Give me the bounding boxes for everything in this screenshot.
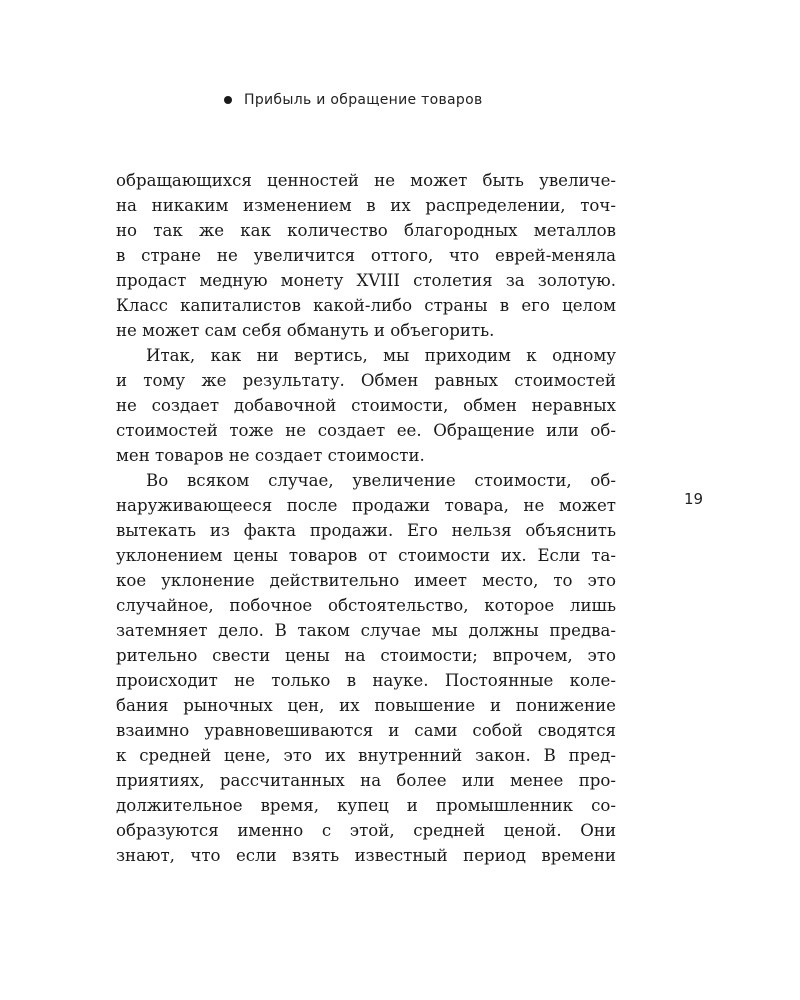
- text-line: в стране не увеличится оттого, что еврей-меняла: [116, 246, 616, 265]
- text-line: кое уклонение действительно имеет место, то это: [116, 571, 616, 590]
- text-line: взаимно уравновешиваются и сами собой сводятся: [116, 721, 616, 740]
- text-line: обращающихся ценностей не может быть увеличе-: [116, 171, 616, 190]
- text-line: не создает добавочной стоимости, обмен неравных: [116, 396, 616, 415]
- text-line: знают, что если взять известный период времени: [116, 846, 616, 865]
- paragraph: [116, 168, 616, 343]
- text-line: но так же как количество благородных металлов: [116, 221, 616, 240]
- text-line: должительное время, купец и промышленник со-: [116, 796, 616, 815]
- text-line: продаст медную монету XVIII столетия за золотую.: [116, 271, 616, 290]
- paragraph: [116, 468, 616, 868]
- text-line: к средней цене, это их внутренний закон. В пред-: [116, 746, 616, 765]
- text-line: образуются именно с этой, средней ценой. Они: [116, 821, 616, 840]
- text-line: затемняет дело. В таком случае мы должны предва-: [116, 621, 616, 640]
- text-line: случайное, побочное обстоятельство, которое лишь: [116, 596, 616, 615]
- paragraph: [116, 343, 616, 468]
- text-line: Итак, как ни вертись, мы приходим к одному: [146, 346, 616, 365]
- bullet-icon: [224, 96, 232, 104]
- text-line: приятиях, рассчитанных на более или менее про-: [116, 771, 616, 790]
- page-number: 19: [684, 490, 704, 508]
- running-title: Прибыль и обращение товаров: [244, 92, 483, 108]
- text-line: на никаким изменением в их распределении, точ-: [116, 196, 616, 215]
- text-line: вытекать из факта продажи. Его нельзя объяснить: [116, 521, 616, 540]
- text-line: наруживающееся после продажи товара, не может: [116, 496, 616, 515]
- text-line: уклонением цены товаров от стоимости их. Если та-: [116, 546, 616, 565]
- text-line: рительно свести цены на стоимости; впрочем, это: [116, 646, 616, 665]
- text-line: не может сам себя обмануть и объегорить.: [116, 321, 495, 340]
- body-text: [116, 168, 616, 868]
- text-line: Во всяком случае, увеличение стоимости, об-: [146, 471, 616, 490]
- text-line: происходит не только в науке. Постоянные коле-: [116, 671, 616, 690]
- text-line: и тому же результату. Обмен равных стоимостей: [116, 371, 616, 390]
- text-line: стоимостей тоже не создает ее. Обращение или об-: [116, 421, 616, 440]
- text-line: бания рыночных цен, их повышение и понижение: [116, 696, 616, 715]
- text-line: Класс капиталистов какой-либо страны в его целом: [116, 296, 616, 315]
- text-line: мен товаров не создает стоимости.: [116, 446, 425, 465]
- running-header: [224, 92, 483, 108]
